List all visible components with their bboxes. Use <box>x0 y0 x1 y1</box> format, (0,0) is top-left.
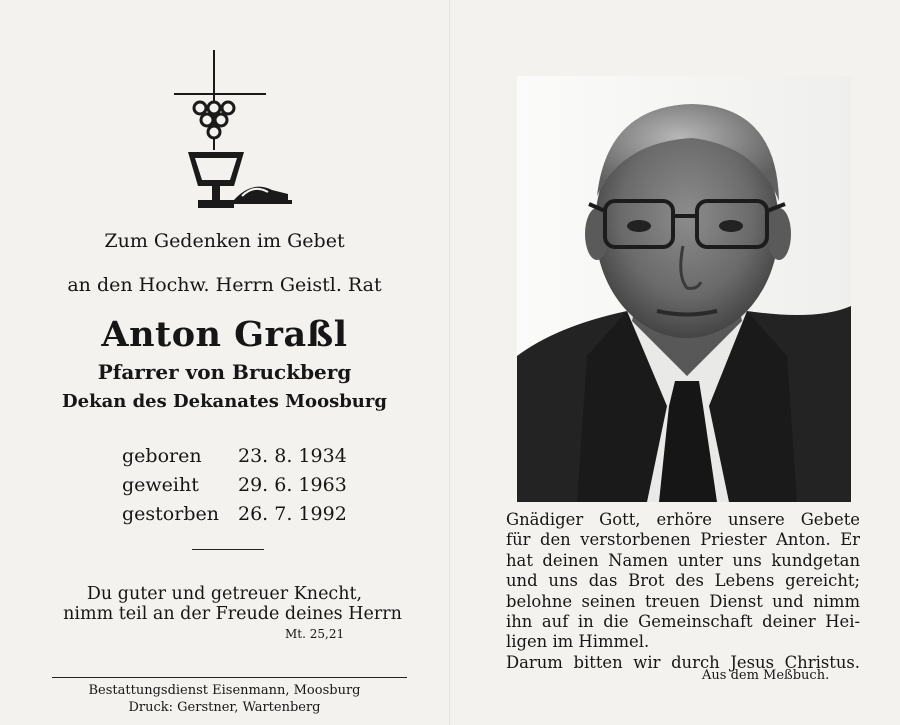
right-panel <box>451 0 900 725</box>
printer-credit: Druck: Gerstner, Wartenberg <box>128 700 321 715</box>
date-value: 29. 6. 1963 <box>238 474 347 496</box>
prayer-line: ligen im Himmel. <box>506 632 650 652</box>
prayer-text <box>506 510 860 673</box>
date-row-ordained <box>122 474 347 503</box>
date-label: gestorben <box>122 503 219 525</box>
date-label: geweiht <box>122 474 199 496</box>
footer-rule <box>52 677 407 678</box>
prayer-line: Darum bitten wir durch Jesus Christus. <box>506 652 860 672</box>
date-value: 23. 8. 1934 <box>238 445 347 467</box>
deceased-name: Anton Graßl <box>101 314 348 355</box>
verse-line-1: Du guter und getreuer Knecht, <box>86 584 363 604</box>
date-row-died <box>122 503 347 532</box>
prayer-line: belohne seinen treuen Dienst und nimm <box>506 591 860 611</box>
date-label: geboren <box>122 445 202 467</box>
date-value: 26. 7. 1992 <box>238 503 347 525</box>
funeral-service: Bestattungsdienst Eisenmann, Moosburg <box>88 683 361 698</box>
prayer-line: und uns das Brot des Lebens gereicht; <box>506 571 860 591</box>
separator-rule <box>192 549 264 550</box>
prayer-line: hat deinen Namen unter uns kundgetan <box>506 550 860 570</box>
portrait-photo <box>517 76 851 502</box>
prayer-source: Aus dem Meßbuch. <box>702 668 830 683</box>
role-pastor: Pfarrer von Bruckberg <box>97 360 352 384</box>
verse-reference: Mt. 25,21 <box>285 627 345 641</box>
scripture-verse <box>0 584 449 624</box>
prayer-line: ihn auf in die Gemeinschaft deiner Hei- <box>506 612 860 632</box>
verse-line-2: nimm teil an der Freude deines Herrn <box>63 604 402 624</box>
date-row-born <box>122 445 347 474</box>
prayer-line: für den verstorbenen Priester Anton. Er <box>506 530 860 550</box>
cross-chalice-grapes-bread-icon <box>168 48 296 218</box>
prayer-line: Gnädiger Gott, erhöre unsere Gebete <box>506 510 860 529</box>
left-panel <box>0 0 449 725</box>
dedication-line: an den Hochw. Herrn Geistl. Rat <box>67 274 382 296</box>
role-dean: Dekan des Dekanates Moosburg <box>62 391 387 412</box>
life-dates <box>122 445 347 532</box>
memorial-heading: Zum Gedenken im Gebet <box>104 230 345 252</box>
footer-credits <box>0 682 449 716</box>
